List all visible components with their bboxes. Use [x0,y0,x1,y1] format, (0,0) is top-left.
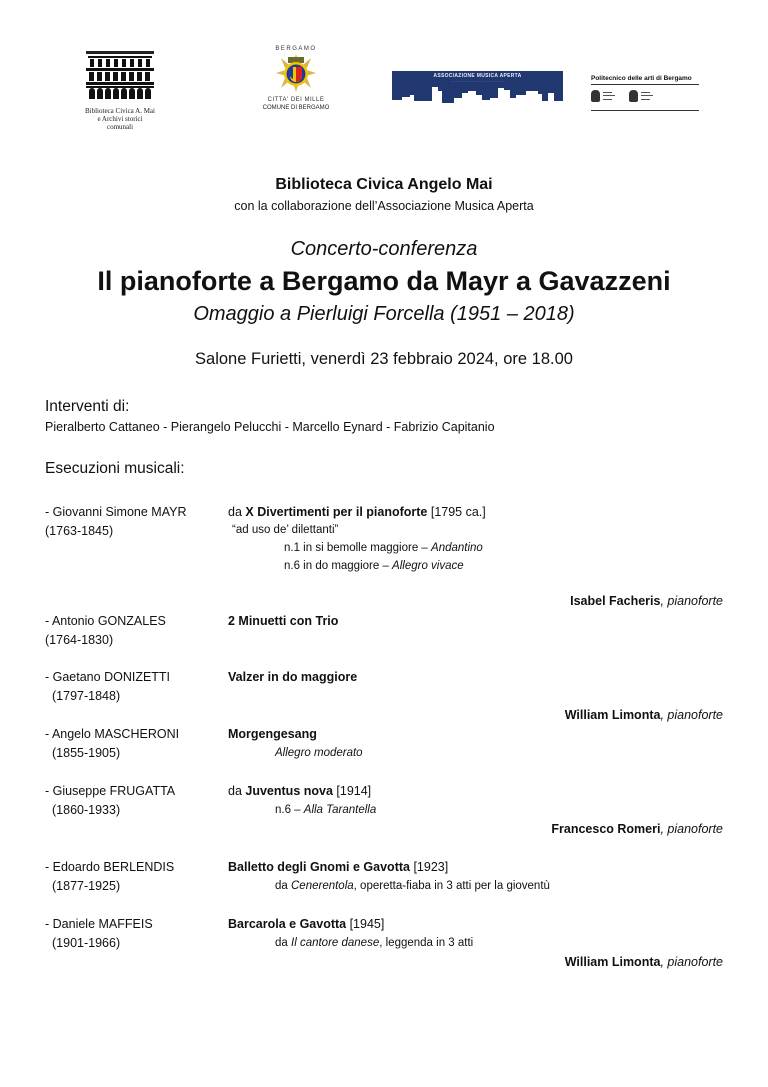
movement-tempo: Andantino [431,542,483,554]
venue-datetime: Salone Furietti, venerdì 23 febbraio 2024, ore 18.00 [195,350,573,368]
work-prefix: da [228,505,246,519]
logo-arc-bottom-text: CITTA' DEI MILLE [267,97,325,103]
source-prefix: da [275,937,291,949]
comune-logo-caption: COMUNE DI BERGAMO [262,105,330,111]
composer-name: - Edoardo BERLENDIS [45,860,175,874]
work-title: Balletto degli Gnomi e Gavotta [228,860,410,874]
performer-role: , pianoforte [660,708,723,722]
composer-name: - Giovanni Simone MAYR [45,505,187,519]
performer-role: , pianoforte [660,955,723,969]
composer-name: - Gaetano DONIZETTI [45,670,171,684]
work-title: Valzer in do maggiore [228,670,358,684]
profile-icon [591,90,600,102]
work-title: Morgengesang [228,727,317,741]
work-title-line [228,784,371,798]
caption-line-2: e Archivi storici comunali [97,115,143,131]
event-title: Il pianoforte a Bergamo da Mayr a Gavazzeni [97,266,671,296]
source-title: Cenerentola [291,880,354,892]
politecnico-title: Politecnico delle arti di Bergamo [591,75,699,85]
movement-line [284,560,464,572]
source-description: , leggenda in 3 atti [379,937,474,949]
performer-name: William Limonta [564,955,661,969]
biblioteca-logo-caption [84,107,156,131]
composer-dates: (1855-1905) [52,746,121,760]
movement-line [284,542,483,554]
movement-line [275,804,376,816]
work-source [275,937,473,949]
logo-arc-top-text: BERGAMO [275,46,317,52]
composer-dates: (1764-1830) [45,633,114,647]
movement-tempo: Allegro vivace [392,560,464,572]
composer-name: - Angelo MASCHERONI [45,727,180,741]
composer-dates: (1860-1933) [52,803,121,817]
conservatorio-logo-text: ▬▬▬ ▬▬▬▬ ▬▬▬ [603,89,615,101]
biblioteca-logo [84,50,156,131]
accademia-logo [629,90,653,102]
work-title-line [228,505,486,519]
performer-name: Francesco Romeri [551,822,661,836]
work-title-line [228,860,448,874]
event-subtitle: Omaggio a Pierluigi Forcella (1951 – 2018) [193,303,575,325]
work-year: [1914] [332,784,372,798]
composer-dates: (1901-1966) [52,936,121,950]
composer-dates: (1797-1848) [52,689,121,703]
city-crest-icon [274,52,318,94]
program-heading: Esecuzioni musicali: [45,460,185,477]
musica-aperta-title: ASSOCIAZIONE MUSICA APERTA [433,73,522,79]
work-title: X Divertimenti per il pianoforte [245,505,428,519]
performer-role: , pianoforte [660,822,723,836]
performer-name: Isabel Facheris [570,594,661,608]
conservatorio-logo [591,90,615,102]
performer-credit [565,955,723,969]
work-year: [1945] [346,917,385,931]
movement-tempo: Alla Tarantella [303,804,377,816]
movement-text: n.1 in si bemolle maggiore – [284,542,432,554]
work-year: [1795 ca.] [427,505,486,519]
performer-credit [565,708,723,722]
comune-di-bergamo-logo [258,46,334,111]
work-title: Barcarola e Gavotta [228,917,347,931]
work-tempo: Allegro moderato [275,747,363,759]
politecnico-arti-logo [591,75,699,111]
performer-role: , pianoforte [660,594,723,608]
associazione-musica-aperta-logo [392,71,563,105]
statue-icon [629,90,638,102]
musica-aperta-contact-line: · · · · · · · · · · · · · · · · · · · · · · · · · [451,80,504,84]
event-type: Concerto-conferenza [290,238,478,260]
caption-line-1: Biblioteca Civica A. Mai [85,107,155,115]
politecnico-sub-logos [591,90,699,102]
speakers-list: Pieralberto Cattaneo - Pierangelo Pelucchi - Marcello Eynard - Fabrizio Capitanio [45,420,495,434]
composer-name: - Giuseppe FRUGATTA [45,784,176,798]
source-description: , operetta-fiaba in 3 atti per la gioventù [353,880,550,892]
performer-credit [551,822,723,836]
work-note: “ad uso de’ dilettanti” [232,524,339,536]
work-title: 2 Minuetti con Trio [228,614,339,628]
work-prefix: da [228,784,246,798]
city-skyline-icon [392,71,563,105]
speakers-heading: Interventi di: [45,398,130,415]
movement-text: n.6 in do maggiore – [284,560,393,572]
work-title-line [228,917,384,931]
work-year: [1923] [409,860,449,874]
work-title: Juventus nova [245,784,333,798]
politecnico-rule [591,110,699,111]
composer-name: - Antonio GONZALES [45,614,166,628]
composer-dates: (1877-1925) [52,879,121,893]
organizer-heading: Biblioteca Civica Angelo Mai [275,176,493,193]
library-building-icon [84,50,156,100]
performer-credit [570,594,723,608]
source-title: Il cantore danese [291,937,380,949]
source-prefix: da [275,880,291,892]
collaboration-line: con la collaborazione dell’Associazione Musica Aperta [234,199,534,213]
composer-name: - Daniele MAFFEIS [45,917,153,931]
performer-name: William Limonta [564,708,661,722]
work-source [275,880,550,892]
movement-text: n.6 – [275,804,304,816]
composer-dates: (1763-1845) [45,524,114,538]
accademia-logo-text: ▬▬▬ ▬▬▬▬ ▬▬▬ [641,89,653,101]
